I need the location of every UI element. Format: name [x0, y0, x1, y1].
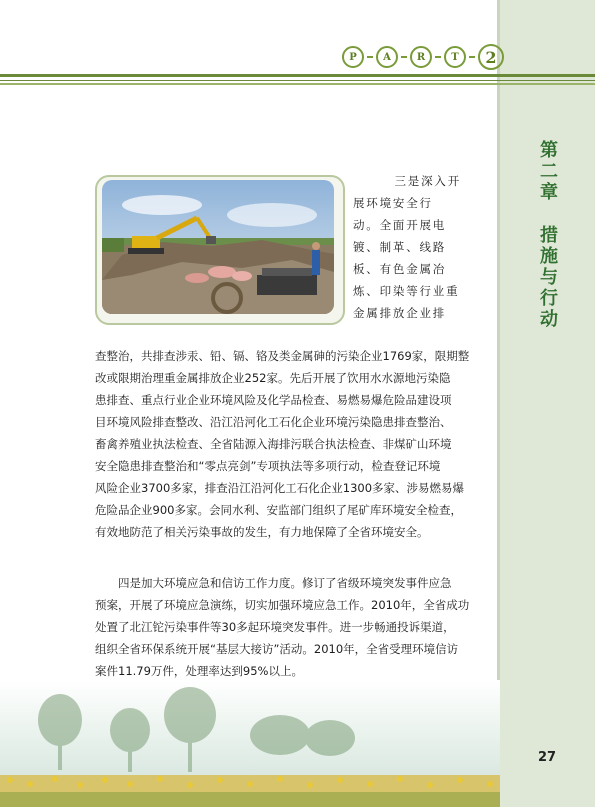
- text-line: 金属排放企业排: [353, 306, 447, 320]
- text-line: 处置了北江铊污染事件等30多起环境突发事件。进一步畅通投诉渠道，: [95, 620, 455, 634]
- text-line: 板、有色金属冶: [353, 262, 447, 276]
- part-dash: [367, 56, 373, 58]
- side-column-text: [353, 170, 461, 324]
- part-dash: [469, 56, 475, 58]
- header-rule: [0, 74, 595, 77]
- part-letter-r: R: [410, 46, 432, 68]
- text-line: 案件11.79万件，处理率达到95%以上。: [95, 664, 303, 678]
- text-line: 患排查、重点行业企业环境风险及化学品检查、易燃易爆危险品建设项: [95, 393, 452, 407]
- text-line: 安全隐患排查整治和“零点亮剑”专项执法等多项行动，检查登记环境: [95, 459, 441, 473]
- text-line: 风险企业3700多家，排查沿江沿河化工石化企业1300多家、涉易燃易爆: [95, 481, 465, 495]
- header-rule-thin: [0, 80, 595, 81]
- text-line: 四是加大环境应急和信访工作力度。修订了省级环境突发事件应急: [118, 576, 452, 590]
- text-line: 畜禽养殖业执法检查、全省陆源入海排污联合执法检查、非煤矿山环境: [95, 437, 452, 451]
- text-line: 镀、制革、线路: [353, 240, 447, 254]
- chapter-name: 措施与行动: [537, 225, 558, 330]
- text-line: 动。全面开展电: [353, 218, 447, 232]
- part-number: 2: [478, 44, 504, 70]
- part-letter-t: T: [444, 46, 466, 68]
- chapter-sidebar: [500, 0, 595, 807]
- part-dash: [435, 56, 441, 58]
- main-paragraph: [95, 345, 470, 543]
- text-line: 改或限期治理重金属排放企业252家。先后开展了饮用水水源地污染隐: [95, 371, 451, 385]
- part-letter-p: P: [342, 46, 364, 68]
- text-line: 危险品企业900多家。会同水利、安监部门组织了尾矿库环境安全检查，: [95, 503, 462, 517]
- landscape-decoration: [0, 680, 500, 807]
- part-header: [342, 44, 504, 70]
- text-line: 有效地防范了相关污染事故的发生，有力地保障了全省环境安全。: [95, 525, 429, 539]
- part-letter-a: A: [376, 46, 398, 68]
- part-dash: [401, 56, 407, 58]
- second-paragraph: [95, 572, 470, 682]
- text-line: 炼、印染等行业重: [353, 284, 460, 298]
- chapter-label: 第二章: [537, 140, 558, 203]
- text-line: 预案，开展了环境应急演练，切实加强环境应急工作。2010年，全省成功: [95, 598, 470, 612]
- text-line: 三是深入开: [394, 174, 461, 188]
- chapter-title: [530, 140, 560, 330]
- text-line: 查整治，共排查涉汞、铅、镉、铬及类金属砷的污染企业1769家，限期整: [95, 349, 470, 363]
- page-number: 27: [538, 750, 557, 765]
- text-line: 展环境安全行: [353, 196, 433, 210]
- text-line: 组织全省环保系统开展“基层大接访”活动。2010年，全省受理环境信访: [95, 642, 459, 656]
- demolition-site-photo: [102, 180, 334, 314]
- text-line: 目环境风险排查整改、沿江沿河化工石化企业环境污染隐患排查整治、: [95, 415, 452, 429]
- header-rule-light: [0, 83, 595, 85]
